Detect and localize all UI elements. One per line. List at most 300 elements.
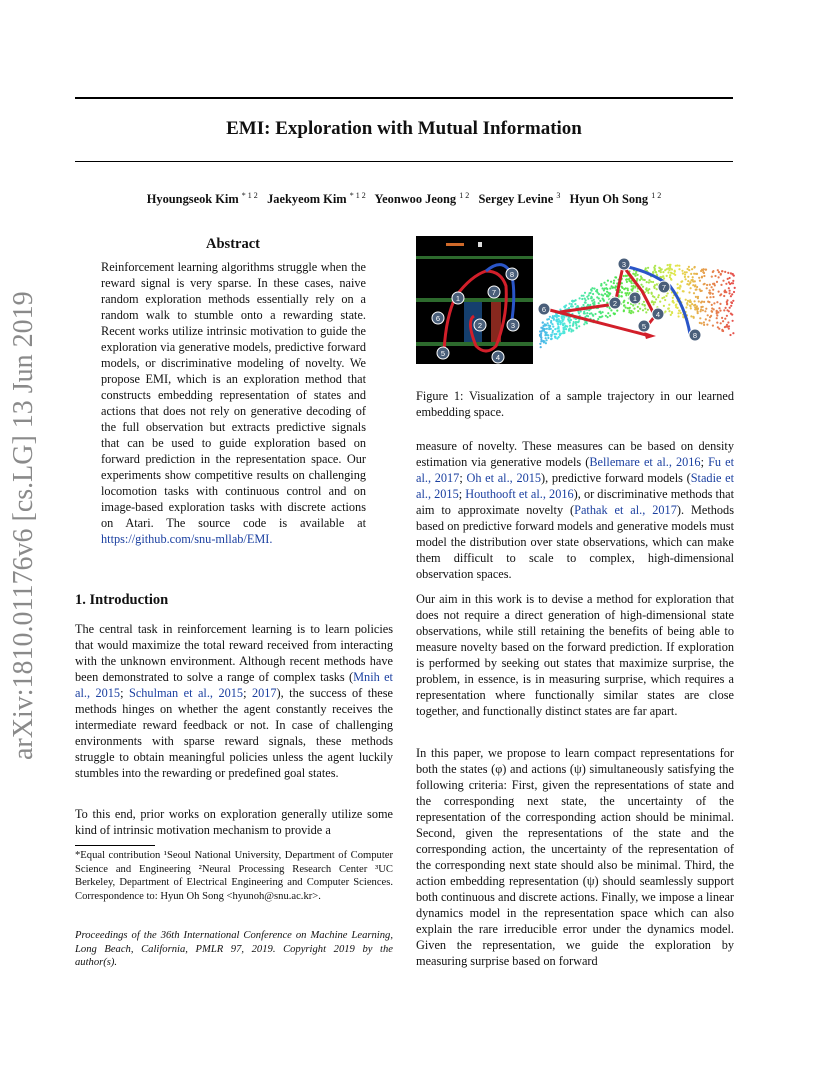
embedding-point <box>718 271 720 273</box>
embedding-point <box>690 279 692 281</box>
embedding-point <box>640 284 642 286</box>
embedding-point <box>706 324 708 326</box>
embedding-point <box>701 290 703 292</box>
embedding-point <box>695 289 697 291</box>
embedding-point <box>623 310 625 312</box>
embedding-point <box>716 317 718 319</box>
embedding-point <box>545 342 547 344</box>
embedding-point <box>699 288 701 290</box>
title-bottom-rule <box>75 161 733 162</box>
embedding-point <box>718 291 720 293</box>
embedding-point <box>716 301 718 303</box>
embedding-point <box>595 290 597 292</box>
embedding-point <box>729 307 731 309</box>
embedding-point <box>570 330 572 332</box>
embedding-point <box>706 296 708 298</box>
citation-link[interactable]: Mnih et al., 2015 <box>75 670 393 700</box>
embedding-point <box>690 315 692 317</box>
embedding-point <box>642 309 644 311</box>
author-name: Sergey Levine <box>478 192 554 207</box>
embedding-point <box>671 312 673 314</box>
embedding-point <box>666 268 668 270</box>
embedding-point <box>540 346 542 348</box>
embedding-point <box>688 291 690 293</box>
embedding-point <box>575 322 577 324</box>
embedding-point <box>627 278 629 280</box>
footnote: *Equal contribution ¹Seoul National University, Department of Computer Science and Engineering ²Neural Processing Research Center ³UC Berkeley, Department of Electrical Engineering and Computer Sciences. Correspondence to: Hyun Oh Song <hyunoh@snu.ac.kr>. <box>75 850 393 902</box>
embedding-point <box>726 301 728 303</box>
embedding-point <box>708 301 710 303</box>
embedding-point <box>719 310 721 312</box>
embedding-point <box>705 308 707 310</box>
embedding-point <box>550 335 552 337</box>
embedding-point <box>549 316 551 318</box>
embedding-point <box>623 275 625 277</box>
embedding-point <box>678 265 680 267</box>
embedding-point <box>632 273 634 275</box>
embedding-point <box>717 269 719 271</box>
embedding-point <box>724 271 726 273</box>
embedding-point <box>716 281 718 283</box>
embedding-point <box>610 281 612 283</box>
citation-link[interactable]: Houthooft et al., 2016 <box>465 487 574 501</box>
figure-game-screenshot <box>416 236 533 364</box>
embedding-point <box>711 304 713 306</box>
embedding-point <box>699 280 701 282</box>
embedding-point <box>732 332 734 334</box>
embedding-point <box>669 267 671 269</box>
embedding-point <box>540 340 542 342</box>
embedding-point <box>669 266 671 268</box>
embedding-point <box>543 340 545 342</box>
embedding-point <box>581 298 583 300</box>
embedding-point <box>587 298 589 300</box>
embedding-point <box>720 322 722 324</box>
embedding-point <box>724 326 726 328</box>
citation-separator: ; <box>243 686 252 700</box>
game-score <box>446 243 464 246</box>
embedding-point <box>731 282 733 284</box>
embedding-point <box>582 304 584 306</box>
embedding-point <box>602 311 604 313</box>
embedding-point <box>600 284 602 286</box>
citation-separator: ; <box>458 487 466 501</box>
embedding-point <box>687 276 689 278</box>
embedding-point <box>652 295 654 297</box>
embedding-point <box>689 282 691 284</box>
embedding-point <box>721 270 723 272</box>
embedding-point <box>728 325 730 327</box>
embedding-point <box>601 294 603 296</box>
embedding-point <box>602 298 604 300</box>
author-list <box>75 191 733 207</box>
embedding-point <box>591 297 593 299</box>
embedding-point <box>556 315 558 317</box>
embedding-point <box>632 311 634 313</box>
embedding-point <box>695 296 697 298</box>
embedding-point <box>593 288 595 290</box>
embedding-point <box>648 281 650 283</box>
embedding-point <box>572 325 574 327</box>
embedding-point <box>553 319 555 321</box>
embedding-point <box>731 293 733 295</box>
embedding-point <box>703 321 705 323</box>
embedding-point <box>585 302 587 304</box>
embedding-point <box>607 280 609 282</box>
embedding-point <box>625 306 627 308</box>
game-platform <box>416 298 533 302</box>
game-state-node-label: 6 <box>435 313 441 323</box>
embedding-point <box>655 298 657 300</box>
embedding-point <box>621 286 623 288</box>
embedding-point <box>716 311 718 313</box>
embedding-point <box>548 318 550 320</box>
embedding-point <box>571 303 573 305</box>
author-affil: 3 <box>556 191 561 200</box>
embedding-point <box>547 337 549 339</box>
embedding-point <box>704 310 706 312</box>
intro-paragraph-2: To this end, prior works on exploration generally utilize some kind of intrinsic motivation mechanism to provide a <box>75 807 393 837</box>
embedding-point <box>556 327 558 329</box>
embedding-point <box>631 282 633 284</box>
embedding-point <box>575 324 577 326</box>
embedding-point <box>674 270 676 272</box>
embedding-point <box>575 299 577 301</box>
embedding-point <box>593 301 595 303</box>
embedding-point <box>601 315 603 317</box>
source-code-link[interactable]: https://github.com/snu-mllab/EMI. <box>101 532 273 546</box>
intro-paragraph-1 <box>75 621 393 781</box>
embedding-point <box>689 301 691 303</box>
embedding-point <box>729 290 731 292</box>
embedding-point <box>719 303 721 305</box>
embedding-point <box>550 320 552 322</box>
embedding-point <box>654 301 656 303</box>
body-text: ). Methods based on predictive forward models and generative models must model the distribution over state observations, which can make them difficult to scale to complex, high-dimensional observation spaces. <box>416 503 734 581</box>
embedding-point <box>663 277 665 279</box>
embedding-point <box>554 315 556 317</box>
embedding-point <box>721 317 723 319</box>
embedding-state-node-label: 5 <box>641 321 647 331</box>
embedding-point <box>663 305 665 307</box>
embedding-point <box>539 330 541 332</box>
embedding-point <box>726 324 728 326</box>
embedding-point <box>613 282 615 284</box>
embedding-point <box>629 307 631 309</box>
embedding-point <box>662 275 664 277</box>
embedding-point <box>546 339 548 341</box>
embedding-point <box>664 299 666 301</box>
embedding-point <box>695 307 697 309</box>
embedding-point <box>677 283 679 285</box>
embedding-point <box>645 267 647 269</box>
embedding-point <box>677 307 679 309</box>
embedding-point <box>692 276 694 278</box>
citation-link[interactable]: Pathak et al., 2017 <box>574 503 677 517</box>
embedding-point <box>686 283 688 285</box>
embedding-point <box>607 316 609 318</box>
embedding-point <box>604 293 606 295</box>
embedding-point <box>713 302 715 304</box>
embedding-point <box>550 338 552 340</box>
embedding-point <box>727 321 729 323</box>
embedding-point <box>698 300 700 302</box>
embedding-point <box>558 321 560 323</box>
embedding-point <box>679 310 681 312</box>
embedding-point <box>702 271 704 273</box>
embedding-point <box>585 299 587 301</box>
figure-embedding-plot <box>530 236 740 371</box>
embedding-point <box>593 299 595 301</box>
game-platform <box>416 256 533 259</box>
embedding-point <box>720 293 722 295</box>
game-state-node-label: 1 <box>455 293 461 303</box>
embedding-point <box>592 293 594 295</box>
embedding-point <box>609 287 611 289</box>
embedding-point <box>694 304 696 306</box>
embedding-point <box>614 287 616 289</box>
embedding-point <box>633 308 635 310</box>
embedding-point <box>722 320 724 322</box>
embedding-point <box>609 315 611 317</box>
embedding-point <box>661 297 663 299</box>
embedding-point <box>694 280 696 282</box>
embedding-point <box>686 271 688 273</box>
embedding-point <box>674 274 676 276</box>
embedding-point <box>727 272 729 274</box>
embedding-point <box>702 269 704 271</box>
embedding-point <box>670 279 672 281</box>
embedding-point <box>685 306 687 308</box>
embedding-point <box>680 312 682 314</box>
embedding-point <box>596 296 598 298</box>
embedding-point <box>700 301 702 303</box>
embedding-point <box>637 274 639 276</box>
embedding-point <box>606 294 608 296</box>
embedding-point <box>718 276 720 278</box>
embedding-point <box>565 328 567 330</box>
embedding-point <box>573 321 575 323</box>
embedding-point <box>647 267 649 269</box>
right-paragraph-1 <box>416 438 734 582</box>
embedding-point <box>591 287 593 289</box>
embedding-arrowhead <box>644 332 656 339</box>
embedding-point <box>625 275 627 277</box>
citation-link[interactable]: 2017 <box>251 686 277 700</box>
embedding-point <box>562 332 564 334</box>
embedding-point <box>540 333 542 335</box>
embedding-point <box>684 276 686 278</box>
embedding-point <box>656 288 658 290</box>
embedding-state-node-label: 2 <box>612 298 618 308</box>
embedding-point <box>683 290 685 292</box>
game-state-node-label: 8 <box>509 269 515 279</box>
embedding-point <box>726 315 728 317</box>
embedding-point <box>669 274 671 276</box>
embedding-point <box>569 325 571 327</box>
embedding-point <box>637 306 639 308</box>
embedding-point <box>693 317 695 319</box>
embedding-point <box>720 284 722 286</box>
embedding-point <box>629 310 631 312</box>
embedding-point <box>712 325 714 327</box>
embedding-point <box>720 273 722 275</box>
embedding-point <box>576 305 578 307</box>
embedding-point <box>712 283 714 285</box>
embedding-point <box>653 303 655 305</box>
embedding-point <box>641 303 643 305</box>
citation-separator: ; <box>700 455 709 469</box>
embedding-point <box>675 265 677 267</box>
embedding-point <box>636 278 638 280</box>
embedding-point <box>664 310 666 312</box>
embedding-point <box>621 291 623 293</box>
embedding-point <box>704 283 706 285</box>
embedding-point <box>712 293 714 295</box>
author-name: Jaekyeom Kim <box>267 192 347 207</box>
embedding-point <box>729 277 731 279</box>
embedding-point <box>696 286 698 288</box>
embedding-point <box>707 314 709 316</box>
embedding-point <box>580 310 582 312</box>
embedding-point <box>588 292 590 294</box>
author-name: Hyun Oh Song <box>569 192 649 207</box>
paper-title: EMI: Exploration with Mutual Information <box>226 118 582 139</box>
embedding-point <box>682 272 684 274</box>
embedding-point <box>614 313 616 315</box>
embedding-point <box>667 308 669 310</box>
embedding-point <box>730 295 732 297</box>
embedding-point <box>733 291 735 293</box>
embedding-point <box>599 300 601 302</box>
embedding-point <box>691 268 693 270</box>
embedding-point <box>669 276 671 278</box>
embedding-point <box>631 285 633 287</box>
author-affil: 1 2 <box>459 191 470 200</box>
embedding-point <box>642 279 644 281</box>
embedding-point <box>700 310 702 312</box>
embedding-point <box>545 324 547 326</box>
embedding-point <box>681 270 683 272</box>
embedding-point <box>583 323 585 325</box>
citation-separator: ; <box>120 686 129 700</box>
author-name: Hyoungseok Kim <box>146 192 239 207</box>
embedding-point <box>706 284 708 286</box>
citation-link[interactable]: Schulman et al., 2015 <box>128 686 244 700</box>
embedding-point <box>671 272 673 274</box>
embedding-point <box>660 271 662 273</box>
embedding-point <box>558 318 560 320</box>
embedding-point <box>625 294 627 296</box>
embedding-point <box>626 292 628 294</box>
citation-link[interactable]: Fu et al., 2017 <box>416 455 734 485</box>
game-state-node-label: 2 <box>477 320 483 330</box>
embedding-point <box>643 301 645 303</box>
embedding-point <box>688 269 690 271</box>
embedding-point <box>711 276 713 278</box>
embedding-point <box>551 331 553 333</box>
embedding-point <box>553 333 555 335</box>
embedding-point <box>728 310 730 312</box>
embedding-point <box>602 287 604 289</box>
embedding-point <box>654 287 656 289</box>
embedding-point <box>697 312 699 314</box>
embedding-state-node-label: 3 <box>621 259 627 269</box>
embedding-point <box>712 270 714 272</box>
embedding-point <box>616 310 618 312</box>
embedding-point <box>667 271 669 273</box>
embedding-point <box>634 275 636 277</box>
embedding-point <box>594 313 596 315</box>
embedding-point <box>644 305 646 307</box>
figure-caption: Figure 1: Visualization of a sample trajectory in our learned embedding space. <box>416 389 734 419</box>
embedding-point <box>730 305 732 307</box>
embedding-point <box>558 336 560 338</box>
embedding-point <box>554 328 556 330</box>
citation-separator: ; <box>459 471 467 485</box>
embedding-point <box>554 336 556 338</box>
embedding-point <box>574 303 576 305</box>
embedding-point <box>623 304 625 306</box>
embedding-point <box>712 296 714 298</box>
embedding-point <box>623 301 625 303</box>
embedding-point <box>677 312 679 314</box>
embedding-point <box>609 292 611 294</box>
citation-link[interactable]: Bellemare et al., 2016 <box>589 455 701 469</box>
embedding-point <box>588 294 590 296</box>
embedding-point <box>709 284 711 286</box>
embedding-point <box>685 299 687 301</box>
citation-link[interactable]: Stadie et al., 2015 <box>416 471 735 501</box>
embedding-point <box>540 336 542 338</box>
right-paragraph-2: Our aim in this work is to devise a method for exploration that does not require a direct generation of high-dimensional state observations, while still retaining the benefits of being able to measure novelty based on the forward prediction. If exploration is performed by seeking out states that maximize surprise, the problem, in essence, is in measuring surprise, which requires a representation where functionally similar states are close together, and functionally distinct states are far apart. <box>416 592 734 718</box>
embedding-point <box>651 292 653 294</box>
embedding-point <box>691 303 693 305</box>
embedding-point <box>688 266 690 268</box>
embedding-point <box>637 310 639 312</box>
citation-link[interactable]: Oh et al., 2015 <box>466 471 542 485</box>
embedding-point <box>539 343 541 345</box>
embedding-point <box>728 328 730 330</box>
embedding-point <box>579 297 581 299</box>
embedding-point <box>555 319 557 321</box>
embedding-point <box>709 289 711 291</box>
embedding-point <box>623 288 625 290</box>
embedding-point <box>653 266 655 268</box>
embedding-point <box>711 286 713 288</box>
embedding-point <box>592 315 594 317</box>
embedding-point <box>587 315 589 317</box>
abstract-heading: Abstract <box>206 236 260 252</box>
embedding-point <box>701 276 703 278</box>
embedding-point <box>659 301 661 303</box>
embedding-point <box>705 318 707 320</box>
embedding-point <box>547 334 549 336</box>
embedding-point <box>675 304 677 306</box>
embedding-point <box>723 295 725 297</box>
embedding-point <box>731 302 733 304</box>
embedding-point <box>681 280 683 282</box>
embedding-point <box>630 312 632 314</box>
embedding-point <box>563 323 565 325</box>
embedding-point <box>710 315 712 317</box>
embedding-point <box>607 312 609 314</box>
embedding-point <box>687 280 689 282</box>
embedding-point <box>725 283 727 285</box>
intro-text: The central task in reinforcement learning is to learn policies that would maximize the total reward received from interacting with the unknown environment. Although recent methods have been demonstrated to solve a range of complex tasks ( <box>75 622 393 684</box>
game-icon <box>478 242 482 247</box>
embedding-point <box>540 327 542 329</box>
